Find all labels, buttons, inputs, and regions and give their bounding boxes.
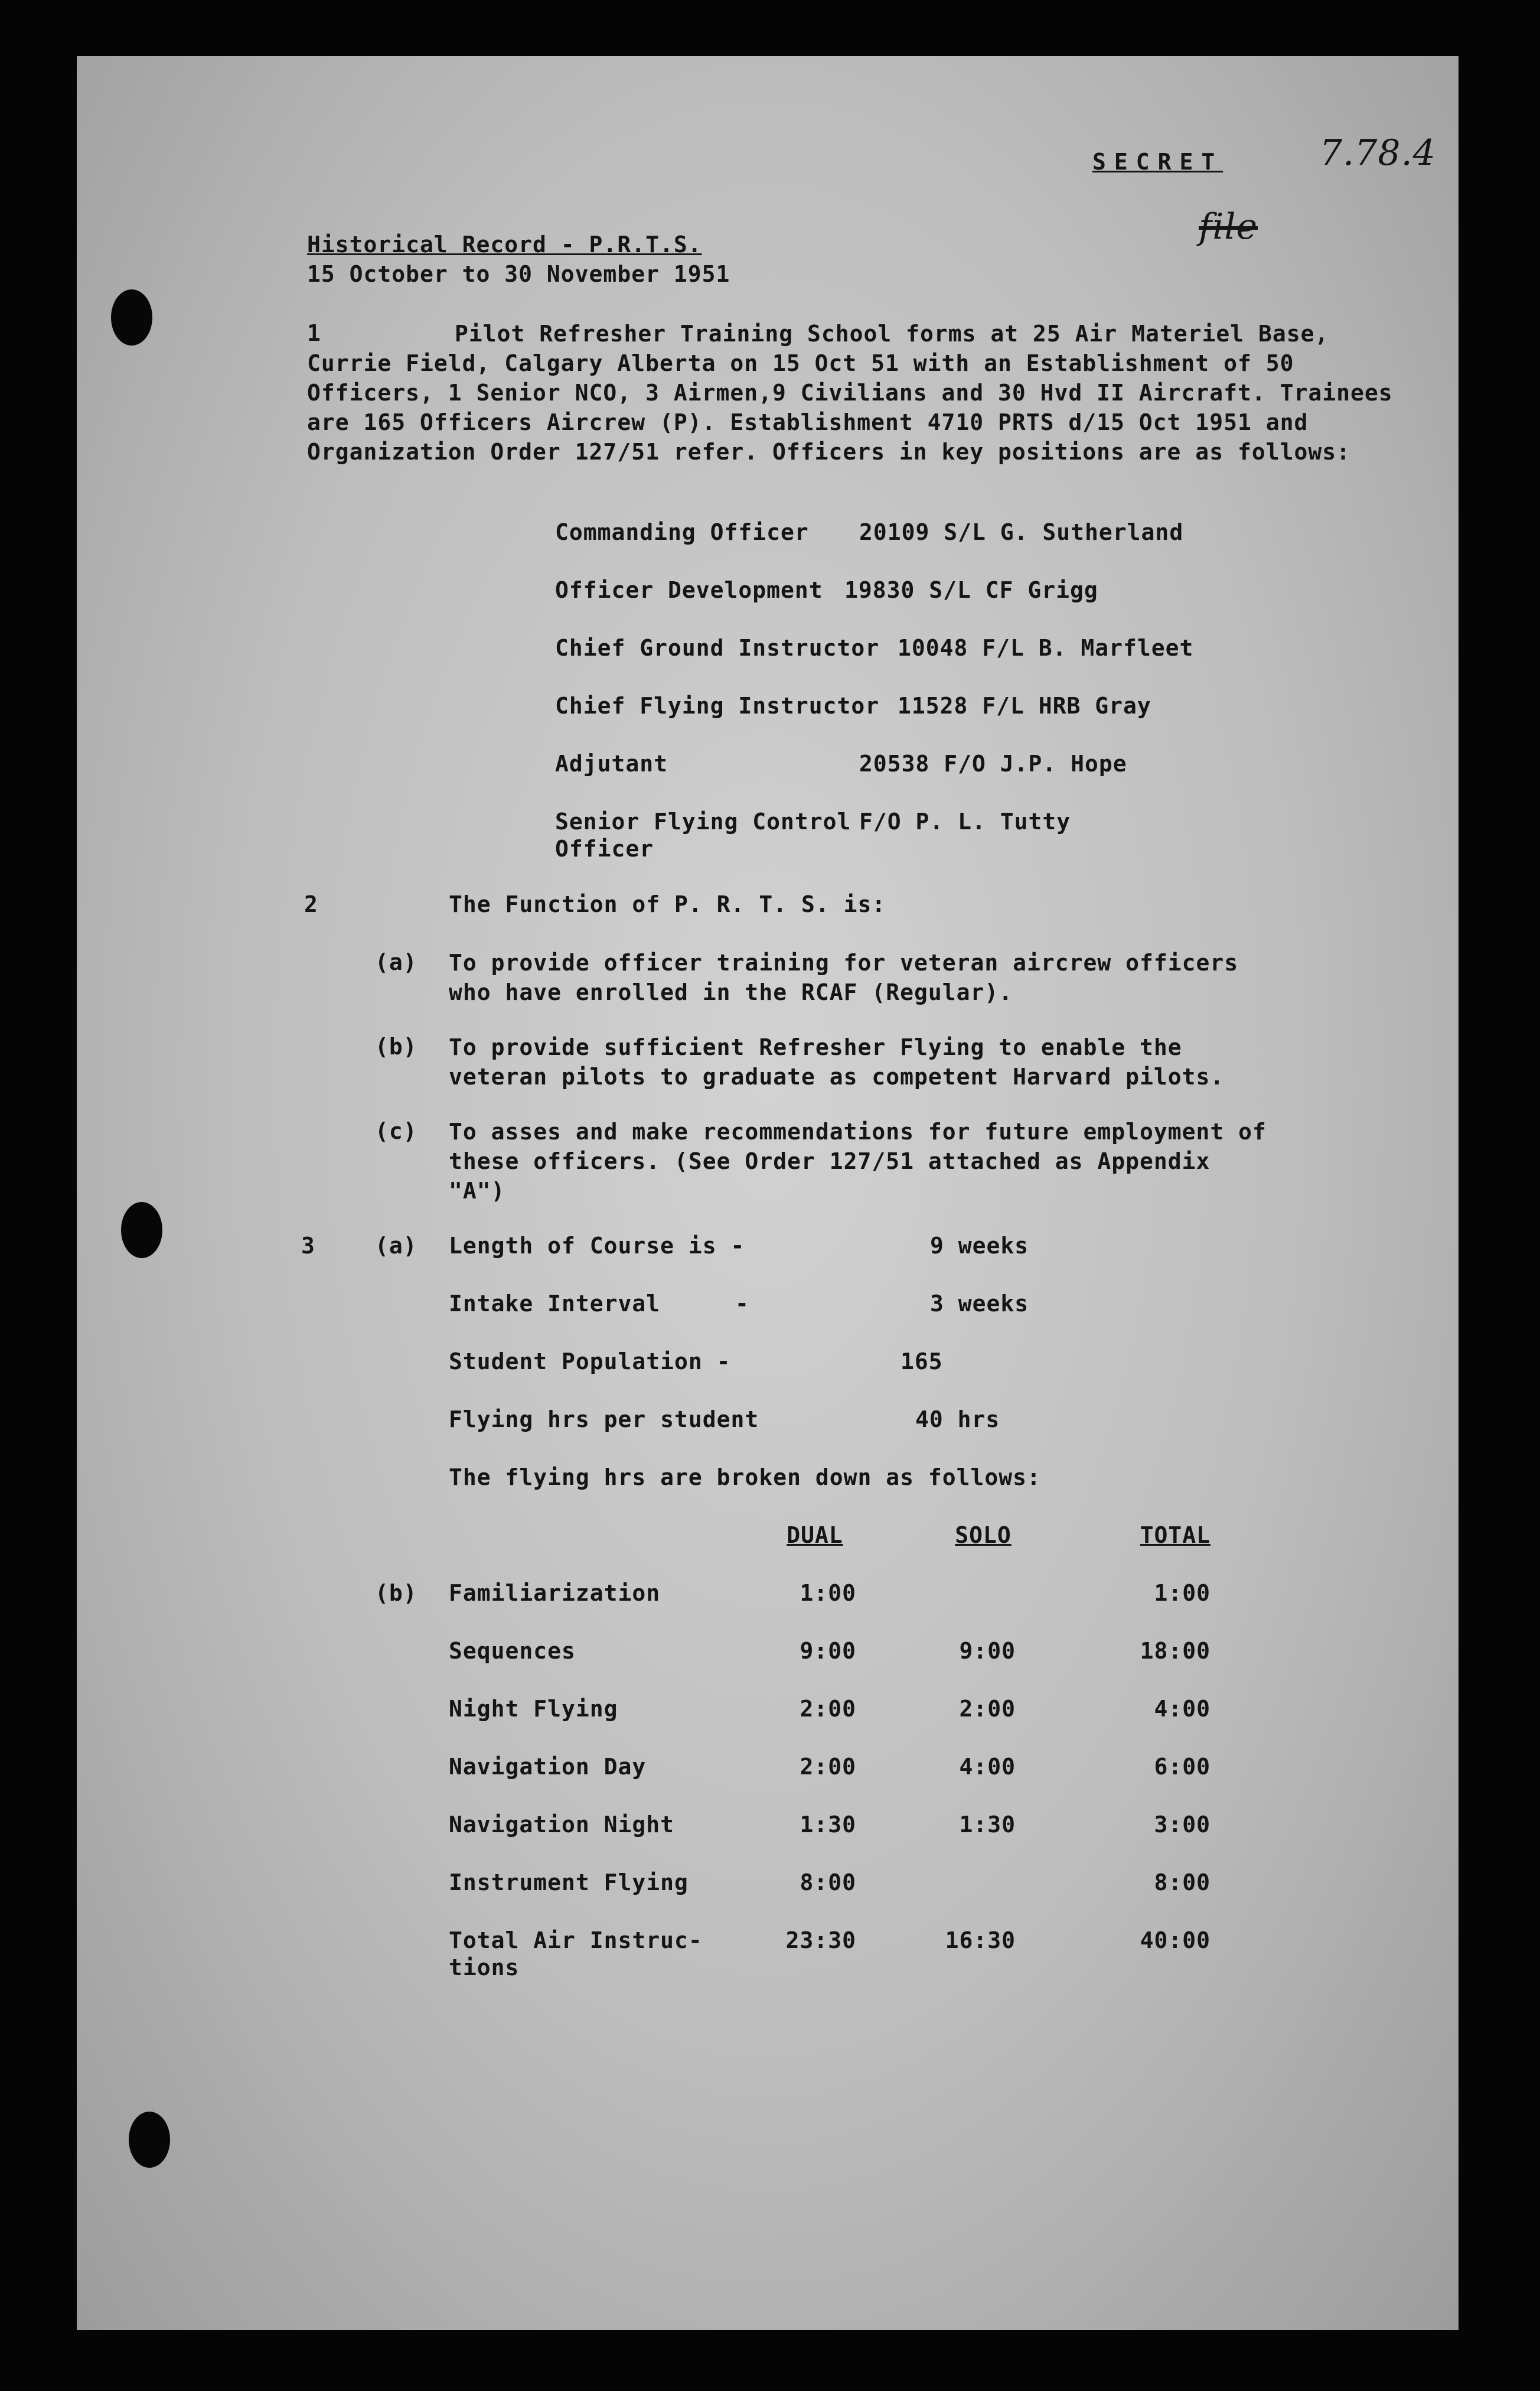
para2-item-text: To provide sufficient Refresher Flying to enable the veteran pilots to graduate as competent Harvard pilots. (449, 1034, 1225, 1090)
course-fact-label: Student Population - (449, 1348, 731, 1374)
course-fact-dash: - (735, 1291, 749, 1317)
para3-label-a: (a) (375, 1233, 417, 1259)
handwritten-reference: 7.78.4 (1320, 132, 1436, 174)
para2-item-label: (c) (375, 1118, 417, 1144)
punch-hole-top (111, 289, 152, 346)
table-row-item: Sequences (449, 1638, 576, 1664)
table-cell-total: 18:00 (1140, 1638, 1211, 1664)
para1-text: Pilot Refresher Training School forms at 25 Air Materiel Base, Currie Field, Calgary Alberta on 15 Oct 51 with an Establishment of 50 Officers, 1 Senior NCO, 3 Airmen,9 Civilians and 30 Hvd II Aircraft. Trainees are 165 Officers Aircrew (P). Establishment 4710 PRTS d/15 Oct 1951 and Organization Order 127/51 refer. Officers in key positions are as follows: (307, 321, 1393, 465)
para3-number: 3 (301, 1233, 315, 1259)
officer-position: Adjutant (555, 751, 668, 777)
officer-name: 19830 S/L CF Grigg (844, 577, 1098, 603)
officer-name: 10048 F/L B. Marfleet (898, 635, 1194, 661)
course-fact-value: 9 weeks (930, 1233, 1029, 1259)
table-row-item: Navigation Night (449, 1812, 675, 1838)
table-header-dual: DUAL (787, 1522, 843, 1548)
officer-name: F/O P. L. Tutty (859, 809, 1071, 835)
para2-item-text: To provide officer training for veteran aircrew officers who have enrolled in the RCAF (Regular). (449, 950, 1239, 1005)
table-cell-dual: 9:00 (800, 1638, 856, 1664)
table-header-total: TOTAL (1140, 1522, 1211, 1548)
table-row-item-continued: tions (449, 1955, 520, 1980)
para2-item-label: (a) (375, 949, 417, 975)
punch-hole-bottom (129, 2112, 170, 2168)
officer-name: 11528 F/L HRB Gray (898, 693, 1151, 719)
course-fact-label: Intake Interval (449, 1291, 661, 1317)
officer-position-continued: Officer (555, 836, 654, 862)
table-cell-dual: 8:00 (800, 1869, 856, 1895)
para2-number: 2 (304, 891, 318, 917)
para2-item-text: To asses and make recommendations for future employment of these officers. (See Order 127/51 attached as Appendix "A") (449, 1119, 1267, 1204)
course-fact-value: 3 weeks (930, 1291, 1029, 1317)
table-cell-dual: 2:00 (800, 1696, 856, 1722)
officer-position: Officer Development (555, 577, 823, 603)
secret-label: SECRET (1092, 149, 1223, 175)
table-cell-total: 8:00 (1154, 1869, 1211, 1895)
course-fact-label: Length of Course is - (449, 1233, 745, 1259)
para2-heading: The Function of P. R. T. S. is: (449, 891, 886, 917)
table-cell-total: 4:00 (1154, 1696, 1211, 1722)
table-cell-total: 3:00 (1154, 1812, 1211, 1838)
table-cell-solo: 1:30 (959, 1812, 1016, 1838)
table-row-item: Total Air Instruc- (449, 1927, 703, 1953)
table-row-item: Familiarization (449, 1580, 661, 1606)
table-cell-solo: 4:00 (959, 1754, 1016, 1780)
breakdown-intro: The flying hrs are broken down as follows: (449, 1464, 1041, 1490)
table-cell-dual: 1:30 (800, 1812, 856, 1838)
handwritten-file-note: file (1199, 206, 1258, 247)
date-range: 15 October to 30 November 1951 (307, 261, 730, 287)
table-cell-total: 1:00 (1154, 1580, 1211, 1606)
officer-position: Senior Flying Control (555, 809, 851, 835)
table-cell-solo: 16:30 (945, 1927, 1016, 1953)
table-row-item: Navigation Day (449, 1754, 647, 1780)
table-cell-solo: 9:00 (959, 1638, 1016, 1664)
course-fact-value: 165 (900, 1348, 943, 1374)
officer-position: Chief Ground Instructor (555, 635, 880, 661)
para2-item-label: (b) (375, 1034, 417, 1060)
table-cell-total: 40:00 (1140, 1927, 1211, 1953)
course-fact-label: Flying hrs per student (449, 1406, 759, 1432)
table-row-item: Instrument Flying (449, 1869, 689, 1895)
table-cell-dual: 1:00 (800, 1580, 856, 1606)
officer-position: Chief Flying Instructor (555, 693, 880, 719)
officer-name: 20538 F/O J.P. Hope (859, 751, 1127, 777)
document-title: Historical Record - P.R.T.S. (307, 232, 702, 258)
table-cell-dual: 23:30 (785, 1927, 856, 1953)
course-fact-value: 40 hrs (915, 1406, 1000, 1432)
table-cell-dual: 2:00 (800, 1754, 856, 1780)
table-cell-total: 6:00 (1154, 1754, 1211, 1780)
table-row-item: Night Flying (449, 1696, 618, 1722)
document-page (77, 56, 1459, 2330)
para1-number: 1 (307, 320, 321, 346)
punch-hole-middle (121, 1202, 162, 1258)
officer-name: 20109 S/L G. Sutherland (859, 519, 1184, 545)
table-header-solo: SOLO (955, 1522, 1012, 1548)
table-cell-solo: 2:00 (959, 1696, 1016, 1722)
para3-label-b: (b) (375, 1580, 417, 1606)
officer-position: Commanding Officer (555, 519, 809, 545)
